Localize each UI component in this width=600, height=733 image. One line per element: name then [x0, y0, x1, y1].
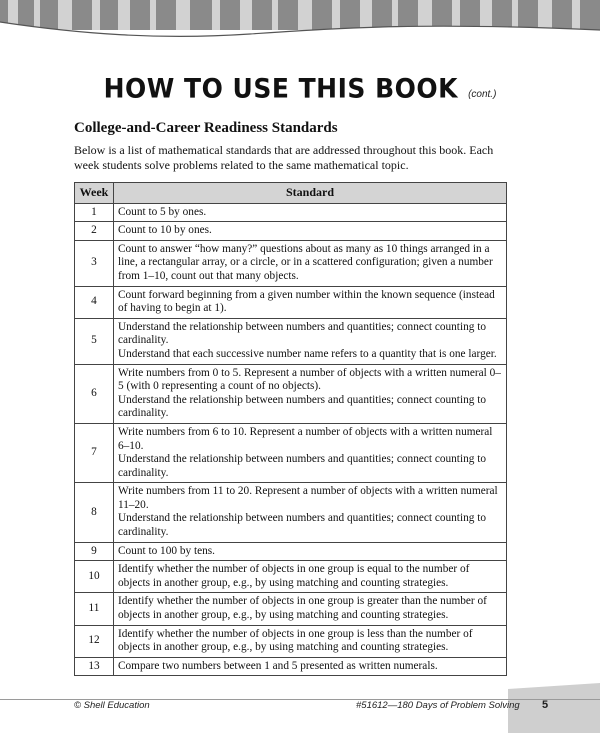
week-cell: 6 — [75, 364, 114, 423]
week-cell: 7 — [75, 423, 114, 482]
week-cell: 10 — [75, 561, 114, 593]
week-cell: 9 — [75, 542, 114, 561]
section-intro: Below is a list of mathematical standards that are addressed throughout this book. Each week students solve problems related to the same mathematical topic. — [74, 143, 494, 172]
standard-text: Write numbers from 6 to 10. Represent a number of objects with a written numeral 6–10. — [118, 425, 493, 452]
standard-cell — [114, 318, 507, 364]
week-cell: 11 — [75, 593, 114, 625]
week-cell: 5 — [75, 318, 114, 364]
standard-cell — [114, 203, 507, 222]
standard-text: Compare two numbers between 1 and 5 presented as written numerals. — [118, 659, 438, 672]
footer-book-id: #51612—180 Days of Problem Solving — [356, 700, 520, 711]
week-cell: 13 — [75, 657, 114, 676]
standards-table — [74, 182, 507, 676]
table-row — [75, 240, 507, 286]
standard-cell — [114, 625, 507, 657]
standard-cell — [114, 593, 507, 625]
standard-text: Count forward beginning from a given number within the known sequence (instead of having to begin at 1). — [118, 288, 495, 315]
standard-cell — [114, 561, 507, 593]
section-heading: College-and-Career Readiness Standards — [74, 120, 338, 136]
standard-cell — [114, 222, 507, 241]
standard-text: Identify whether the number of objects in one group is less than the number of objects in another group, e.g., by using matching and counting strategies. — [118, 627, 473, 654]
standard-text: Understand the relationship between numbers and quantities; connect counting to cardinality. — [118, 453, 486, 479]
table-row — [75, 222, 507, 241]
table-row — [75, 423, 507, 482]
table-row — [75, 318, 507, 364]
week-cell: 2 — [75, 222, 114, 241]
week-cell: 4 — [75, 286, 114, 318]
table-row — [75, 625, 507, 657]
standard-text: Identify whether the number of objects in one group is equal to the number of objects in another group, e.g., by using matching and counting strategies. — [118, 563, 470, 589]
table-row — [75, 364, 507, 423]
column-header-week: Week — [75, 183, 114, 204]
standard-text: Count to 10 by ones. — [118, 224, 212, 237]
table-row — [75, 657, 507, 676]
week-cell: 12 — [75, 625, 114, 657]
table-row — [75, 483, 507, 542]
standard-text: Understand that each successive number name refers to a quantity that is one larger. — [118, 347, 497, 360]
page-footer — [0, 683, 600, 733]
footer-copyright: © Shell Education — [74, 700, 150, 711]
standards-table-body — [75, 203, 507, 676]
column-header-standard: Standard — [114, 183, 507, 204]
page-title-wrap — [0, 74, 600, 103]
table-row — [75, 561, 507, 593]
standard-cell — [114, 423, 507, 482]
week-cell: 8 — [75, 483, 114, 542]
standard-text: Identify whether the number of objects in one group is greater than the number of objects in another group, e.g., by using matching and counting strategies. — [118, 595, 487, 622]
standard-text: Understand the relationship between numbers and quantities; connect counting to cardinality. — [118, 512, 486, 539]
table-row — [75, 203, 507, 222]
standard-text: Count to 100 by tens. — [118, 544, 215, 557]
week-cell: 1 — [75, 203, 114, 222]
standard-cell — [114, 483, 507, 542]
page-number: 5 — [541, 699, 549, 711]
standard-text: Write numbers from 0 to 5. Represent a number of objects with a written numeral 0–5 (with 0 representing a count of no objects). — [118, 366, 501, 393]
standard-text: Understand the relationship between numbers and quantities; connect counting to cardinality. — [118, 320, 486, 347]
table-row — [75, 593, 507, 625]
standard-cell — [114, 240, 507, 286]
standard-text: Understand the relationship between numbers and quantities; connect counting to cardinality. — [118, 393, 486, 420]
table-row — [75, 286, 507, 318]
page-title-suffix: (cont.) — [468, 89, 497, 100]
table-row — [75, 542, 507, 561]
standard-text: Count to 5 by ones. — [118, 205, 207, 218]
standard-cell — [114, 542, 507, 561]
standard-text: Write numbers from 11 to 20. Represent a number of objects with a written numeral 11–20. — [118, 485, 498, 511]
table-header-row — [75, 183, 507, 204]
standard-cell — [114, 657, 507, 676]
standard-cell — [114, 364, 507, 423]
standard-text: Count to answer “how many?” questions about as many as 10 things arranged in a line, a rectangular array, or a circle, or in a scattered configuration; given a number from 1–10, count out that many objects. — [118, 242, 493, 282]
page-title: HOW TO USE THIS BOOK — [103, 73, 459, 104]
standard-cell — [114, 286, 507, 318]
week-cell: 3 — [75, 240, 114, 286]
top-decorative-banner — [0, 0, 600, 48]
